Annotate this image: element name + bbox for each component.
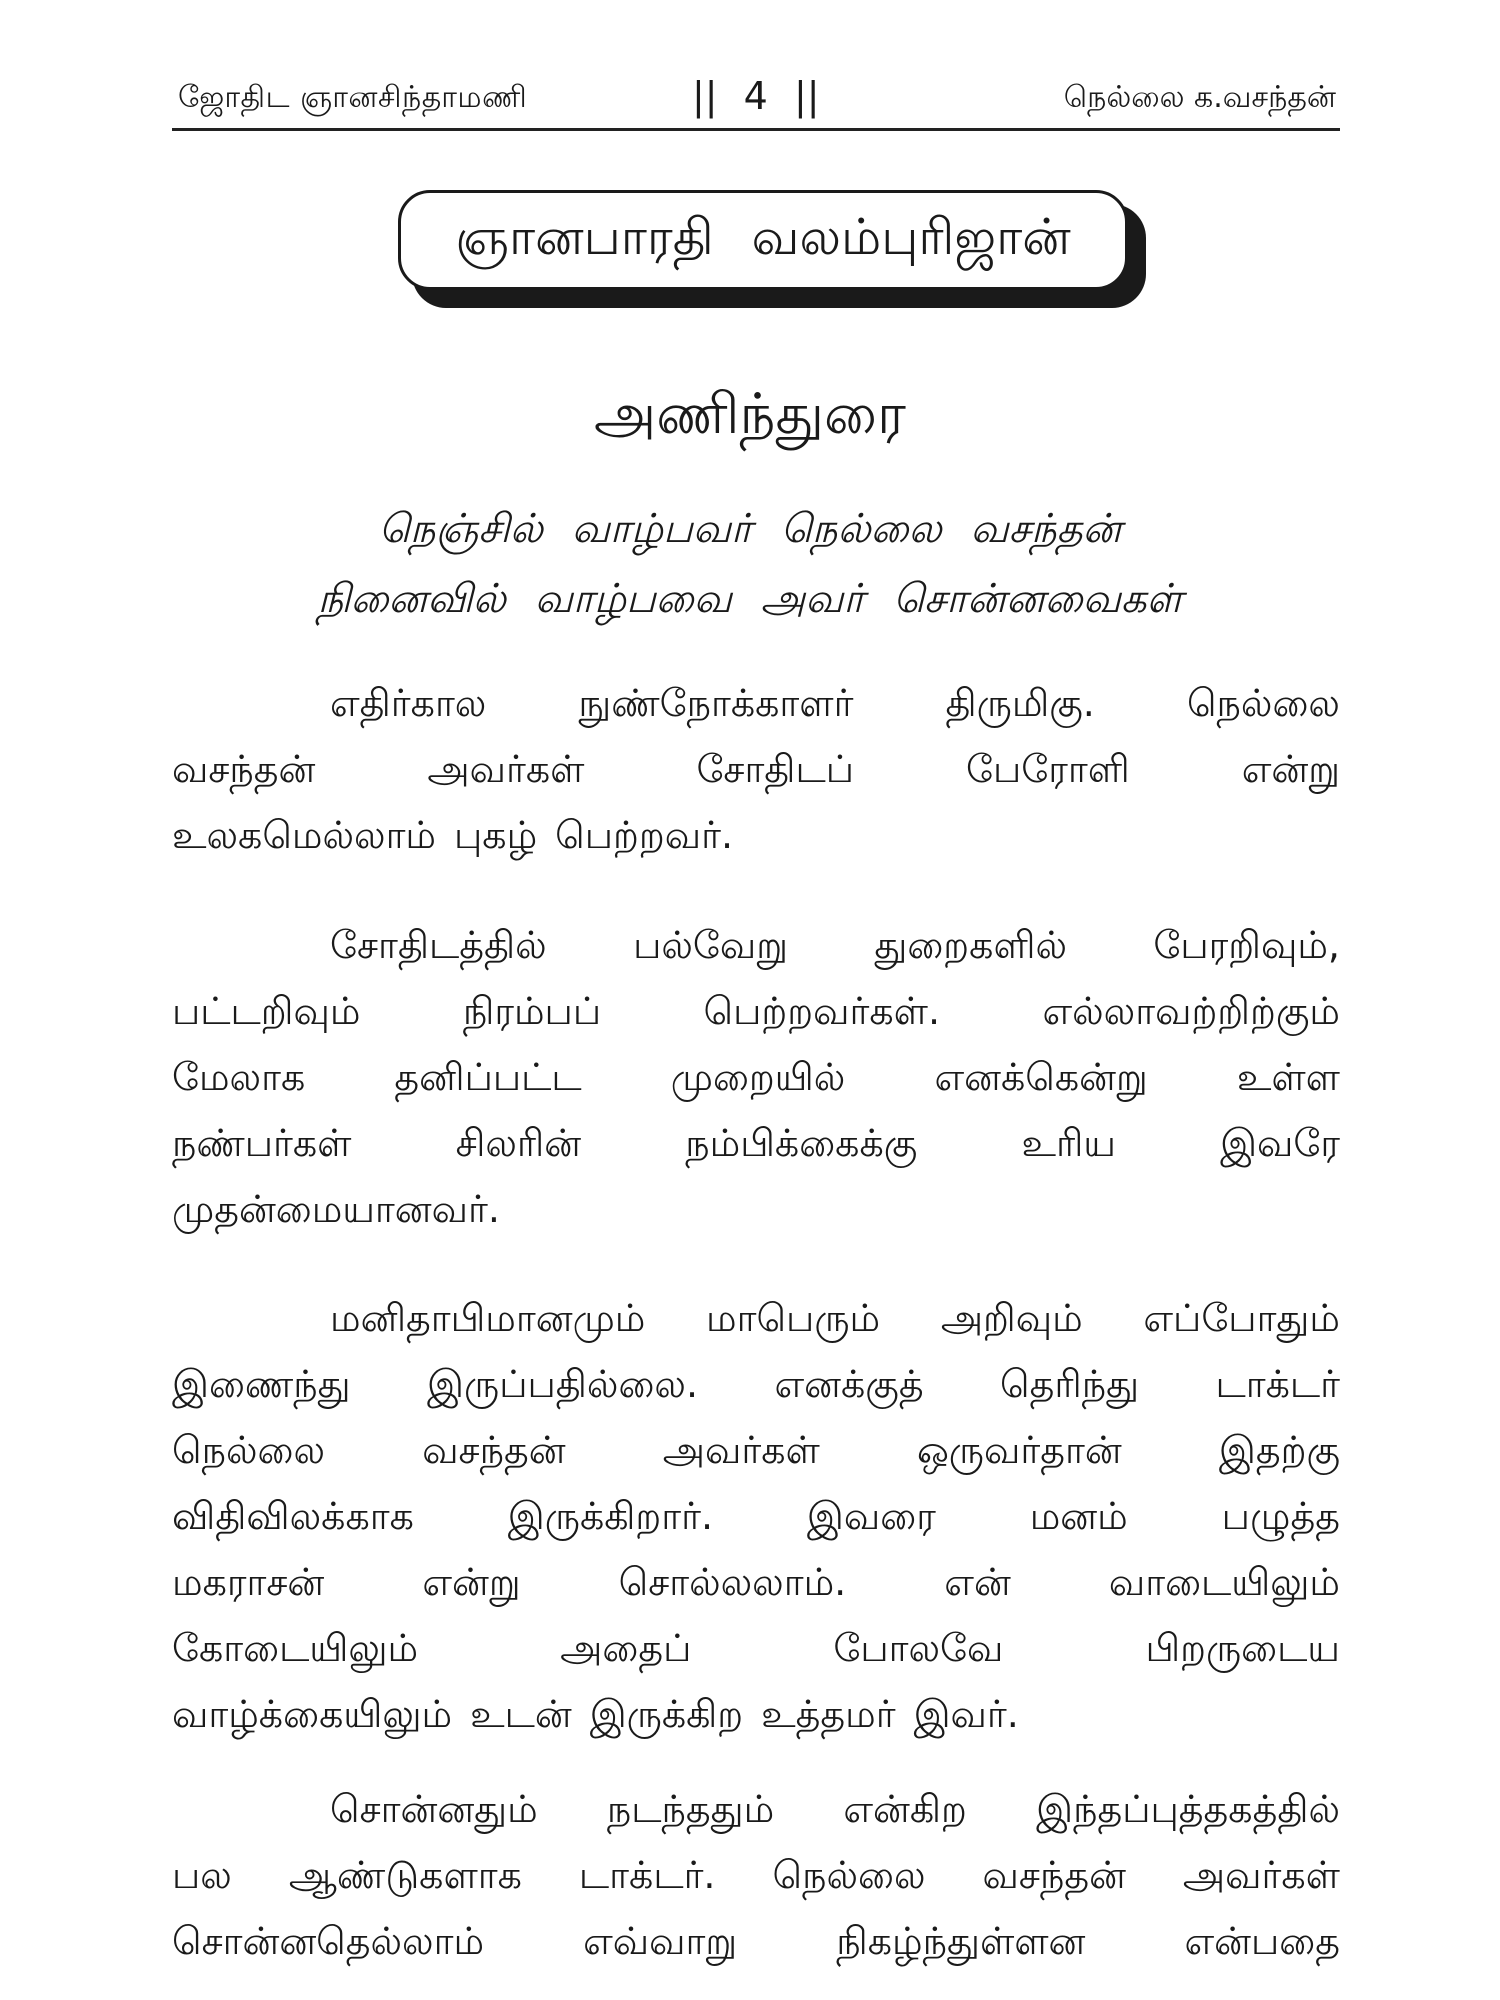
word: எனக்கென்று	[934, 1055, 1148, 1099]
word: வசந்தன்	[172, 747, 316, 791]
word: மேலாக	[172, 1055, 306, 1099]
word: தனிப்பட்ட	[394, 1055, 582, 1099]
word: உடன்	[470, 1692, 572, 1736]
paragraph-line	[172, 1417, 1340, 1483]
word: பட்டறிவும்	[172, 989, 361, 1033]
word: இவர்.	[913, 1692, 1019, 1736]
paragraph-line	[172, 670, 1340, 736]
word: பல்வேறு	[633, 923, 788, 967]
paragraph-4	[172, 1776, 1340, 1974]
author-name: ஞானபாரதி வலம்புரிஜான்	[455, 207, 1071, 266]
word: அதைப்	[560, 1626, 692, 1670]
word: இணைந்து	[172, 1362, 351, 1406]
word: பேரறிவும்,	[1153, 923, 1340, 967]
word: என்பதை	[1184, 1919, 1340, 1963]
word: கோடையிலும்	[172, 1626, 419, 1670]
word: தெரிந்து	[1000, 1362, 1140, 1406]
word: நண்பர்கள்	[172, 1121, 352, 1165]
author-box	[398, 190, 1128, 290]
paragraph-3	[172, 1285, 1340, 1747]
running-header	[172, 72, 1340, 131]
word: எல்லாவற்றிற்கும்	[1042, 989, 1340, 1033]
word: துறைகளில்	[874, 923, 1068, 967]
word: என்று	[422, 1560, 521, 1604]
word: இந்தப்புத்தகத்தில்	[1036, 1787, 1340, 1831]
paragraph-line	[172, 736, 1340, 802]
word: நிகழ்ந்துள்ளன	[836, 1919, 1086, 1963]
paragraph-line	[172, 1615, 1340, 1681]
paragraph-2	[172, 912, 1340, 1242]
word: சோதிடப்	[696, 747, 854, 791]
paragraph-line	[172, 978, 1340, 1044]
section-title: அணிந்துரை	[594, 382, 906, 447]
word: உத்தமர்	[761, 1692, 896, 1736]
word: வாழ்க்கையிலும்	[172, 1692, 453, 1736]
word: மனம்	[1029, 1494, 1128, 1538]
word: இதற்கு	[1218, 1428, 1340, 1472]
word: பெற்றவர்கள்.	[703, 989, 941, 1033]
paragraph-line	[172, 1908, 1340, 1974]
header-book-title: ஜோதிட ஞானசிந்தாமணி	[178, 80, 528, 115]
word: இருப்பதில்லை.	[427, 1362, 699, 1406]
word: உரிய	[1021, 1121, 1116, 1165]
paragraph-line	[172, 802, 1340, 868]
verse-line: நெஞ்சில் வாழ்பவர் நெல்லை வசந்தன்	[378, 506, 1122, 552]
word: பிறருடைய	[1145, 1626, 1340, 1670]
word: நிரம்பப்	[462, 989, 602, 1033]
word: பேரோளி	[965, 747, 1130, 791]
paragraph-line	[172, 1776, 1340, 1842]
word: நெல்லை	[772, 1853, 926, 1897]
paragraph-line	[172, 1681, 1340, 1747]
word: சொன்னதும்	[330, 1787, 538, 1831]
word: புகழ்	[454, 813, 538, 857]
word: டாக்டர்	[1215, 1362, 1340, 1406]
word: சொன்னதெல்லாம்	[172, 1919, 485, 1963]
word: சிலரின்	[455, 1121, 582, 1165]
word: வாடையிலும்	[1108, 1560, 1340, 1604]
word: என்	[944, 1560, 1011, 1604]
paragraph-line	[172, 1351, 1340, 1417]
word: முதன்மையானவர்.	[172, 1187, 500, 1231]
paragraph-line	[172, 1044, 1340, 1110]
word: இவரே	[1220, 1121, 1340, 1165]
word: வசந்தன்	[982, 1853, 1126, 1897]
word: உள்ள	[1236, 1055, 1340, 1099]
word: அறிவும்	[940, 1296, 1083, 1340]
word: பழுத்த	[1221, 1494, 1340, 1538]
word: பல	[172, 1853, 232, 1897]
word: விதிவிலக்காக	[172, 1494, 414, 1538]
word: நடந்ததும்	[606, 1787, 775, 1831]
word: என்கிற	[843, 1787, 967, 1831]
word: ஒருவர்தான்	[916, 1428, 1122, 1472]
word: சொல்லலாம்.	[618, 1560, 847, 1604]
word: இவரை	[806, 1494, 936, 1538]
word: நெல்லை	[172, 1428, 326, 1472]
word: இருக்கிறார்.	[507, 1494, 714, 1538]
header-page-number: || 4 ||	[692, 74, 820, 118]
word: மகராசன்	[172, 1560, 325, 1604]
word: நெல்லை	[1186, 681, 1340, 725]
word: நம்பிக்கைக்கு	[685, 1121, 918, 1165]
paragraph-line	[172, 1285, 1340, 1351]
word: இருக்கிற	[589, 1692, 744, 1736]
word: மாபெரும்	[706, 1296, 881, 1340]
word: அவர்கள்	[662, 1428, 820, 1472]
word: ஆண்டுகளாக	[288, 1853, 522, 1897]
header-author: நெல்லை க.வசந்தன்	[1063, 80, 1336, 115]
word: எனக்குத்	[774, 1362, 924, 1406]
paragraph-1	[172, 670, 1340, 868]
word: அவர்கள்	[1182, 1853, 1340, 1897]
word: வசந்தன்	[422, 1428, 566, 1472]
word: மனிதாபிமானமும்	[330, 1296, 646, 1340]
word: அவர்கள்	[427, 747, 585, 791]
paragraph-line	[172, 1483, 1340, 1549]
word: உலகமெல்லாம்	[172, 813, 436, 857]
paragraph-line	[172, 1176, 1340, 1242]
word: என்று	[1241, 747, 1340, 791]
word: எவ்வாறு	[583, 1919, 738, 1963]
word: முறையில்	[670, 1055, 846, 1099]
paragraph-line	[172, 1842, 1340, 1908]
word: டாக்டர்.	[578, 1853, 716, 1897]
paragraph-line	[172, 912, 1340, 978]
word: பெற்றவர்.	[555, 813, 734, 857]
verse-line: நினைவில் வாழ்பவை அவர் சொன்னவைகள்	[317, 576, 1183, 622]
word: எதிர்கால	[330, 681, 487, 725]
word: எப்போதும்	[1143, 1296, 1340, 1340]
word: போலவே	[833, 1626, 1004, 1670]
paragraph-line	[172, 1110, 1340, 1176]
paragraph-line	[172, 1549, 1340, 1615]
word: திருமிகு.	[945, 681, 1095, 725]
word: சோதிடத்தில்	[330, 923, 547, 967]
word: நுண்நோக்காளர்	[578, 681, 854, 725]
